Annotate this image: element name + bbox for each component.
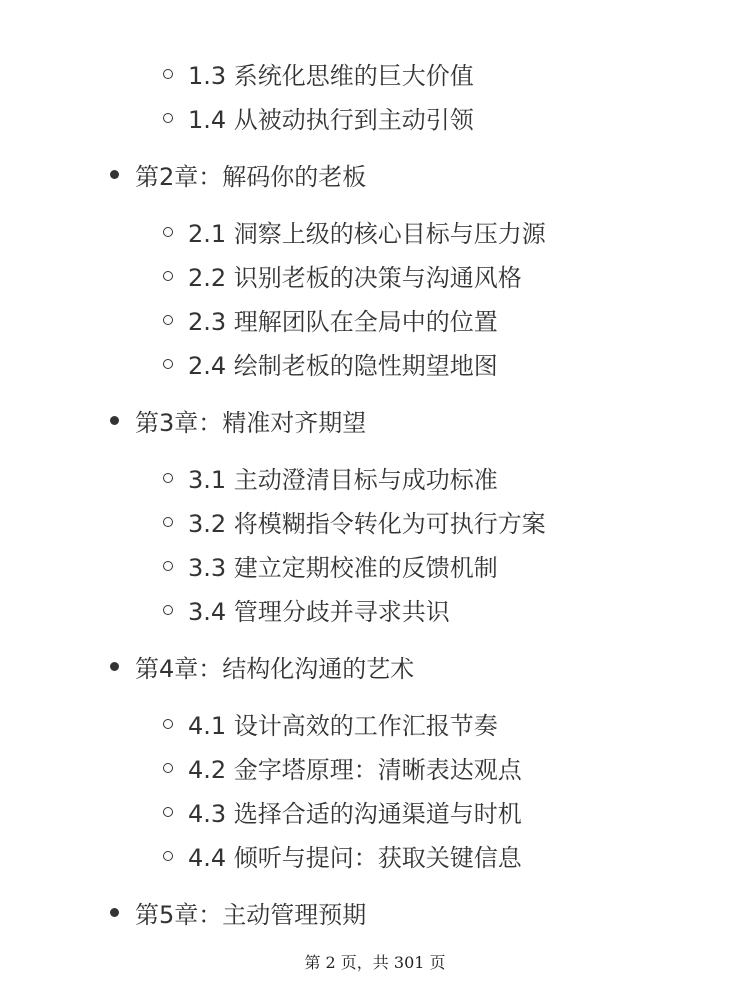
toc-item-text: 1.4 从被动执行到主动引领 (188, 106, 474, 134)
circle-bullet-icon (163, 69, 173, 79)
circle-bullet-icon (163, 605, 173, 615)
toc-item-text: 第4章：结构化沟通的艺术 (135, 655, 415, 683)
disc-bullet-icon (110, 416, 119, 425)
circle-bullet-icon (163, 851, 173, 861)
toc-item-text: 4.2 金字塔原理：清晰表达观点 (188, 756, 522, 784)
circle-bullet-icon (163, 719, 173, 729)
toc-item-text: 1.3 系统化思维的巨大价值 (188, 62, 474, 90)
toc-section-4-2 (163, 750, 522, 785)
toc-item-text: 2.1 洞察上级的核心目标与压力源 (188, 220, 546, 248)
toc-section-2-2 (163, 258, 522, 293)
toc-section-2-4 (163, 346, 498, 381)
toc-section-1-3 (163, 56, 474, 91)
toc-section-1-4 (163, 100, 474, 135)
toc-chapter-2 (110, 157, 366, 192)
circle-bullet-icon (163, 807, 173, 817)
toc-item-text: 3.4 管理分歧并寻求共识 (188, 598, 450, 626)
toc-item-text: 2.4 绘制老板的隐性期望地图 (188, 352, 498, 380)
toc-section-3-4 (163, 592, 450, 627)
circle-bullet-icon (163, 315, 173, 325)
toc-item-text: 第3章：精准对齐期望 (135, 409, 367, 437)
disc-bullet-icon (110, 662, 119, 671)
toc-section-3-1 (163, 460, 498, 495)
circle-bullet-icon (163, 271, 173, 281)
circle-bullet-icon (163, 517, 173, 527)
toc-section-4-3 (163, 794, 522, 829)
toc-item-text: 第2章：解码你的老板 (135, 163, 367, 191)
toc-section-4-1 (163, 706, 498, 741)
toc-chapter-5 (110, 895, 366, 930)
circle-bullet-icon (163, 227, 173, 237)
disc-bullet-icon (110, 908, 119, 917)
toc-chapter-4 (110, 649, 414, 684)
toc-section-3-3 (163, 548, 498, 583)
toc-item-text: 3.1 主动澄清目标与成功标准 (188, 466, 498, 494)
toc-item-text: 4.1 设计高效的工作汇报节奏 (188, 712, 498, 740)
circle-bullet-icon (163, 473, 173, 483)
toc-item-text: 3.2 将模糊指令转化为可执行方案 (188, 510, 546, 538)
circle-bullet-icon (163, 763, 173, 773)
toc-item-text: 第5章：主动管理预期 (135, 901, 367, 929)
disc-bullet-icon (110, 170, 119, 179)
toc-section-2-3 (163, 302, 498, 337)
toc-section-4-4 (163, 838, 522, 873)
toc-item-text: 4.4 倾听与提问：获取关键信息 (188, 844, 522, 872)
toc-item-text: 2.3 理解团队在全局中的位置 (188, 308, 498, 336)
toc-item-text: 4.3 选择合适的沟通渠道与时机 (188, 800, 522, 828)
toc-section-3-2 (163, 504, 546, 539)
circle-bullet-icon (163, 561, 173, 571)
toc-item-text: 3.3 建立定期校准的反馈机制 (188, 554, 498, 582)
page-number-footer: 第 2 页，共 301 页 (304, 953, 446, 972)
circle-bullet-icon (163, 359, 173, 369)
toc-chapter-3 (110, 403, 366, 438)
toc-section-2-1 (163, 214, 546, 249)
toc-item-text: 2.2 识别老板的决策与沟通风格 (188, 264, 522, 292)
circle-bullet-icon (163, 113, 173, 123)
